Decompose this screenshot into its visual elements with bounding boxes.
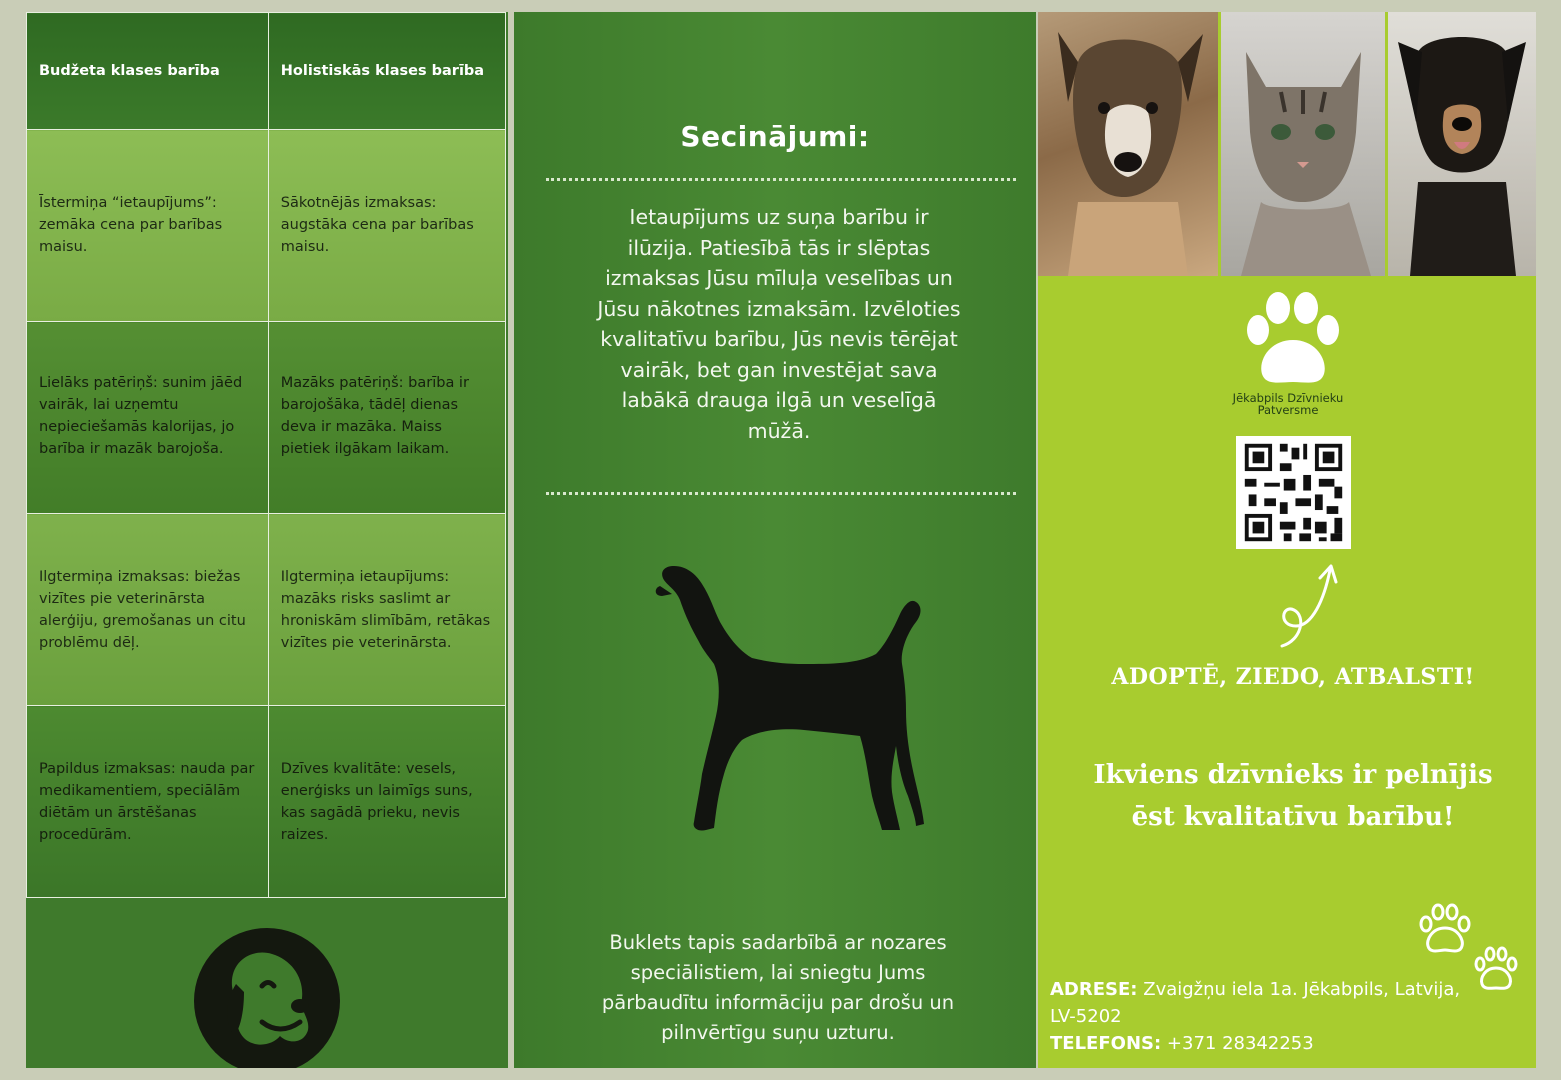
column-header-budget: Budžeta klases barība	[27, 13, 269, 130]
phone-line	[1050, 1030, 1490, 1057]
dog-photo	[1038, 12, 1218, 276]
address-line	[1050, 976, 1490, 1030]
comparison-table	[26, 12, 506, 898]
shelter-name-line1: Jēkabpils Dzīvnieku	[1232, 391, 1344, 405]
slogan-line2: ēst kvalitatīvu barību!	[1131, 802, 1455, 832]
puppy-face-image	[1388, 12, 1536, 276]
dog-silhouette-icon	[654, 560, 924, 836]
qr-code-icon[interactable]	[1236, 436, 1351, 549]
dotted-divider	[546, 492, 1016, 495]
table-row	[27, 514, 506, 706]
table-row	[27, 130, 506, 322]
shelter-name	[1188, 392, 1388, 416]
cat-photo	[1221, 12, 1385, 276]
cell-text: Sākotnējās izmaksas: augstāka cena par barības maisu.	[280, 195, 474, 255]
shelter-panel	[1038, 12, 1536, 1068]
cell-text: Dzīves kvalitāte: vesels, enerģisks un laimīgs suns, kas sagādā prieku, nevis raizes.	[280, 761, 473, 843]
cell-text: Mazāks patēriņš: barība ir barojošāka, tādēļ dienas deva ir mazāka. Maiss pietiek ilgākam laikam.	[280, 375, 469, 457]
address-label: ADRESE:	[1050, 979, 1138, 1000]
table-cell	[27, 130, 269, 322]
conclusions-text: Ietaupījums uz suņa barību ir ilūzija. Patiesībā tās ir slēptas izmaksas Jūsu mīluļa veselības un Jūsu nākotnes izmaksām. Izvēloties kvalitatīvu barību, Jūs nevis tērējat vairāk, bet gan investējat sava labākā drauga ilgā un veselīgā mūžā.	[597, 205, 961, 443]
comparison-panel	[26, 12, 508, 1068]
column-header-holistic: Holistiskās klases barība	[268, 13, 505, 130]
slogan	[1038, 754, 1536, 838]
dotted-divider	[546, 178, 1016, 181]
table-row	[27, 706, 506, 898]
contact-info	[1050, 976, 1490, 1057]
cell-text: Īstermiņa “ietaupījums”: zemāka cena par barības maisu.	[39, 195, 223, 255]
slogan-line1: Ikviens dzīvnieks ir pelnījis	[1093, 760, 1493, 790]
table-row	[27, 322, 506, 514]
table-header-row	[27, 13, 506, 130]
table-cell	[268, 514, 505, 706]
phone-label: TELEFONS:	[1050, 1033, 1162, 1054]
table-cell	[27, 322, 269, 514]
cell-text: Lielāks patēriņš: sunim jāēd vairāk, lai uzņemtu nepieciešamās kalorijas, jo barība ir mazāk barojoša.	[39, 375, 243, 457]
table-cell	[268, 322, 505, 514]
address-value: Zvaigžņu iela 1a. Jēkabpils, Latvija, LV-5202	[1050, 979, 1461, 1027]
phone-value: +371 28342253	[1166, 1033, 1314, 1054]
dog-face-image	[1038, 12, 1218, 276]
table-cell	[268, 130, 505, 322]
booklet-footer-text: Buklets tapis sadarbībā ar nozares speciālistiem, lai sniegtu Jums pārbaudītu informāciju par drošu un pilnvērtīgu suņu uzturu.	[601, 931, 955, 1044]
table-cell	[27, 706, 269, 898]
happy-dog-logo-icon	[192, 926, 342, 1068]
paw-logo-icon	[1238, 290, 1348, 390]
pet-photos	[1038, 12, 1536, 276]
cell-text: Papildus izmaksas: nauda par medikamentiem, speciālām diētām un ārstēšanas procedūrām.	[39, 761, 255, 843]
puppy-photo	[1388, 12, 1536, 276]
kitten-face-image	[1221, 12, 1385, 276]
conclusions-title: Secinājumi:	[680, 120, 870, 153]
call-to-action: ADOPTĒ, ZIEDO, ATBALSTI!	[1111, 664, 1475, 690]
cell-text: Ilgtermiņa ietaupījums: mazāks risks saslimt ar hroniskām slimībām, retākas vizītes pie veterinārsta.	[280, 569, 491, 651]
cell-text: Ilgtermiņa izmaksas: biežas vizītes pie veterinārsta alerģiju, gremošanas un citu problēmu dēļ.	[39, 569, 246, 651]
table-cell	[268, 706, 505, 898]
conclusions-panel	[514, 12, 1036, 1068]
shelter-name-line2: Patversme	[1257, 403, 1319, 417]
curly-arrow-icon	[1272, 560, 1342, 650]
table-cell	[27, 514, 269, 706]
